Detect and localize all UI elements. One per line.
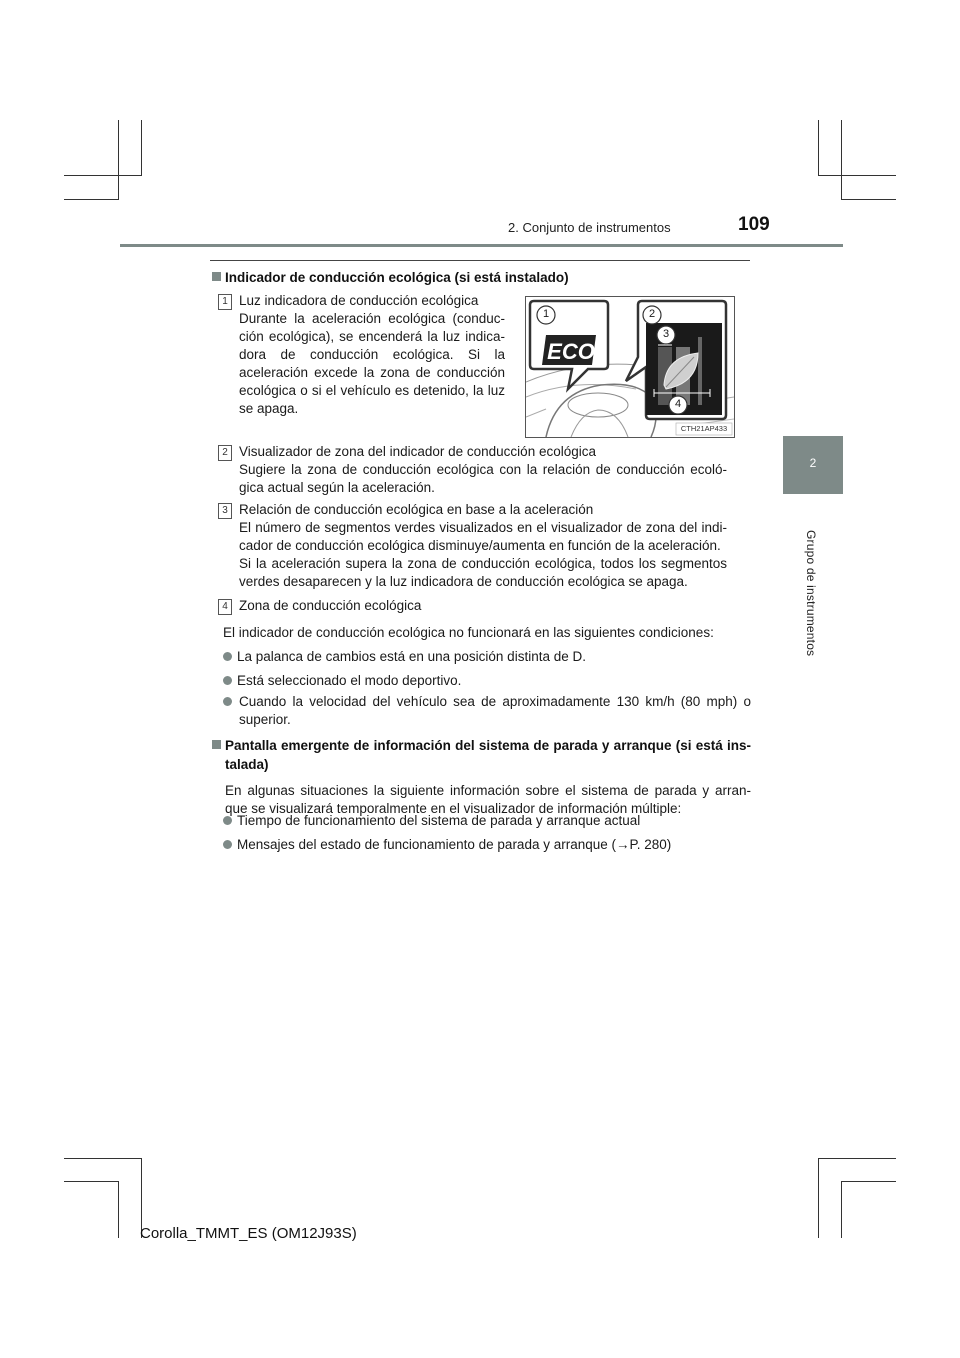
conditions-intro: El indicador de conducción ecológica no funcionará en las siguientes condiciones: [223,625,714,640]
list-item [223,693,237,711]
list-item-text: superior. [239,712,291,727]
item-3-title: Relación de conducción ecológica en base a la aceleración [239,502,594,517]
figure-callout-1: 1 [542,308,550,320]
figure-callout-4: 4 [674,398,682,410]
bullet-dot-icon [223,676,232,685]
item-2-line: Sugiere la zona de conducción ecológica con la relación de conducción ecoló- [239,462,727,477]
bullet-dot-icon [223,816,232,825]
crop-mark [141,120,142,176]
section-heading-text: Indicador de conducción ecológica (si está instalado) [225,270,569,285]
bullet-dot-icon [223,840,232,849]
paragraph-line: que se visualizará temporalmente en el visualizador de información múltiple: [225,801,682,816]
list-item-text: Está seleccionado el modo deportivo. [237,673,462,688]
item-1-line: aceleración excede la zona de conducción [239,365,505,380]
section-heading-text: Pantalla emergente de información del sistema de parada y arranque (si está ins- [225,738,751,753]
list-item-text: Cuando la velocidad del vehículo sea de aproximadamente 130 km/h (80 mph) o [239,694,751,709]
crop-mark [841,1181,842,1238]
list-item [223,812,640,830]
crop-mark [841,1181,896,1182]
list-item-text: Tiempo de funcionamiento del sistema de parada y arranque actual [237,813,641,828]
crop-mark [118,1181,119,1238]
item-3-line: Si la aceleración supera la zona de conducción ecológica, todos los segmentos [239,556,727,571]
square-bullet-icon [212,740,221,749]
header-rule [120,244,843,247]
item-1-line: ción ecológica), se encenderá la luz indica- [239,329,505,344]
figure-code: CTH21AP433 [680,424,728,433]
crop-mark [118,120,119,200]
item-1-line: ecológica o si el vehículo es detenido, la luz [239,383,505,398]
item-2-line: gica actual según la aceleración. [239,480,435,495]
item-1-line: Durante la aceleración ecológica (conduc- [239,311,505,326]
figure-callout-2: 2 [648,308,656,320]
eco-badge-label: ECO [547,339,595,364]
crop-mark [64,175,142,176]
list-item [223,672,461,690]
bullet-dot-icon [223,697,232,706]
section-heading-eco [212,268,569,287]
crop-mark [64,1181,119,1182]
item-3-line: verdes desaparecen y la luz indicadora de conducción ecológica se apaga. [239,574,688,589]
crop-mark [64,1158,142,1159]
crop-mark [818,1158,819,1238]
item-3-line: El número de segmentos verdes visualizados en el visualizador de zona del indi- [239,520,727,535]
crop-mark [818,120,819,176]
page-number: 109 [738,214,770,235]
callout-number-2: 2 [218,445,232,461]
item-1-title: Luz indicadora de conducción ecológica [239,293,479,308]
callout-number-1: 1 [218,294,232,310]
list-item-text: La palanca de cambios está en una posición distinta de D. [237,649,586,664]
chapter-tab-label: Grupo de instrumentos [804,530,818,657]
crop-mark [841,120,842,200]
item-2-title: Visualizador de zona del indicador de conducción ecológica [239,444,596,459]
bullet-dot-icon [223,652,232,661]
item-3-line: cador de conducción ecológica disminuye/aumenta en función de la aceleración. [239,538,721,553]
paragraph-line: En algunas situaciones la siguiente información sobre el sistema de parada y arran- [225,783,751,798]
list-item [223,836,671,854]
square-bullet-icon [212,272,221,281]
header-section-title: 2. Conjunto de instrumentos [508,220,671,235]
crop-mark [818,1158,896,1159]
callout-number-4: 4 [218,599,232,615]
item-1-line: dora de conducción ecológica. Si la [239,347,505,362]
list-item [223,648,586,666]
document-id: Corolla_TMMT_ES (OM12J93S) [140,1225,357,1242]
section-rule [210,260,750,261]
list-item-text: Mensajes del estado de funcionamiento de parada y arranque (→P. 280) [237,837,672,852]
item-4-title: Zona de conducción ecológica [239,598,422,613]
crop-mark [64,199,119,200]
section-heading-text: talada) [225,757,269,772]
figure-callout-3: 3 [662,328,670,340]
eco-indicator-illustration [526,297,734,437]
chapter-tab [783,436,843,494]
crop-mark [841,199,896,200]
crop-mark [818,175,896,176]
callout-number-3: 3 [218,503,232,519]
item-1-line: se apaga. [239,401,299,416]
eco-indicator-figure [525,296,735,438]
chapter-tab-number: 2 [809,456,817,470]
